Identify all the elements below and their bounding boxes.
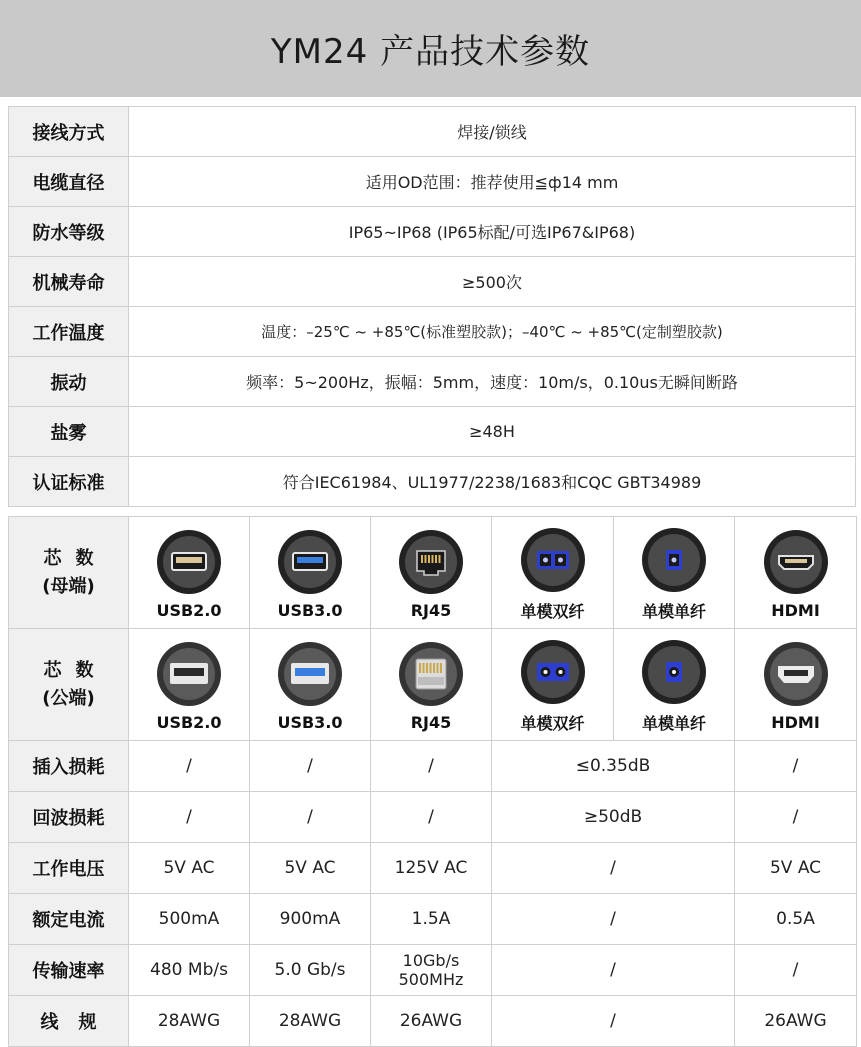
cell: / — [371, 792, 492, 843]
cell: / — [371, 741, 492, 792]
spec-label: 接线方式 — [9, 107, 129, 157]
row-label: 工作电压 — [9, 843, 129, 894]
cell: 480 Mb/s — [129, 945, 250, 996]
connector-cell — [614, 517, 735, 629]
cell: 0.5A — [735, 894, 857, 945]
current-row — [9, 894, 857, 945]
spec-label: 电缆直径 — [9, 157, 129, 207]
rj45-icon — [398, 641, 464, 707]
connector-name: HDMI — [771, 713, 820, 732]
connector-name: 单模双纤 — [520, 714, 585, 733]
spec-value: IP65~IP68 (IP65标配/可选IP67&IP68) — [129, 207, 856, 257]
connector-cell — [371, 517, 492, 629]
spec-label: 盐雾 — [9, 407, 129, 457]
connector-cell — [129, 517, 250, 629]
cell: ≤0.35dB — [492, 741, 735, 792]
connector-name: HDMI — [771, 601, 820, 620]
female-connector-row — [9, 517, 857, 629]
usb3-icon — [277, 529, 343, 595]
cell: 26AWG — [735, 996, 857, 1047]
connector-cell — [492, 629, 614, 741]
duplex-fiber-icon — [520, 639, 586, 705]
spec-value: ≥48H — [129, 407, 856, 457]
spec-label: 振动 — [9, 357, 129, 407]
connector-name: RJ45 — [410, 713, 452, 732]
cell: 5V AC — [250, 843, 371, 894]
cell: 1.5A — [371, 894, 492, 945]
cell: 500mA — [129, 894, 250, 945]
connector-cell — [492, 517, 614, 629]
connector-cell — [250, 517, 371, 629]
cell: / — [492, 843, 735, 894]
cell: / — [492, 996, 735, 1047]
connector-spec-table — [8, 516, 857, 1047]
connector-cell — [250, 629, 371, 741]
spec-row — [9, 407, 856, 457]
connector-name: USB2.0 — [156, 713, 222, 732]
spec-label: 防水等级 — [9, 207, 129, 257]
connector-cell — [735, 517, 857, 629]
cell: 26AWG — [371, 996, 492, 1047]
spec-value: 符合IEC61984、UL1977/2238/1683和CQC GBT34989 — [129, 457, 856, 507]
spec-row — [9, 207, 856, 257]
connector-cell — [371, 629, 492, 741]
spec-label: 工作温度 — [9, 307, 129, 357]
return-loss-row — [9, 792, 857, 843]
duplex-fiber-icon — [520, 527, 586, 593]
row-label: 额定电流 — [9, 894, 129, 945]
cell: / — [735, 741, 857, 792]
rj45-icon — [398, 529, 464, 595]
cell: ≥50dB — [492, 792, 735, 843]
spec-row — [9, 457, 856, 507]
connector-cell — [614, 629, 735, 741]
usb3-icon — [277, 641, 343, 707]
hdmi-icon — [763, 529, 829, 595]
page-title: YM24 产品技术参数 — [270, 32, 591, 72]
spec-label: 认证标准 — [9, 457, 129, 507]
gauge-row — [9, 996, 857, 1047]
spec-value: 适用OD范围：推荐使用≦ф14 mm — [129, 157, 856, 207]
connector-cell — [735, 629, 857, 741]
spec-label: 机械寿命 — [9, 257, 129, 307]
connector-name: 单模单纤 — [641, 602, 706, 621]
spec-value: 温度：–25℃ ~ +85℃(标准塑胶款)；–40℃ ~ +85℃(定制塑胶款) — [129, 307, 856, 357]
title-bar — [0, 0, 861, 97]
spec-value: 焊接/锁线 — [129, 107, 856, 157]
connector-cell — [129, 629, 250, 741]
cell: / — [492, 945, 735, 996]
spec-row — [9, 257, 856, 307]
cell: 10Gb/s 500MHz — [371, 945, 492, 996]
connector-name: USB3.0 — [277, 713, 343, 732]
usb-icon — [156, 529, 222, 595]
male-connector-row — [9, 629, 857, 741]
cell: / — [250, 792, 371, 843]
connector-name: RJ45 — [410, 601, 452, 620]
cell: 28AWG — [129, 996, 250, 1047]
connector-name: USB2.0 — [156, 601, 222, 620]
cell: / — [492, 894, 735, 945]
spec-row — [9, 357, 856, 407]
connector-name: 单模双纤 — [520, 602, 585, 621]
simplex-fiber-icon — [641, 639, 707, 705]
row-label: 回波损耗 — [9, 792, 129, 843]
spec-row — [9, 107, 856, 157]
male-label: 芯数 (公端) — [9, 629, 129, 741]
cell: 5V AC — [735, 843, 857, 894]
row-label: 传输速率 — [9, 945, 129, 996]
general-spec-table — [8, 106, 856, 507]
cell: 28AWG — [250, 996, 371, 1047]
spec-value: ≥500次 — [129, 257, 856, 307]
cell: / — [129, 792, 250, 843]
cell: / — [129, 741, 250, 792]
row-label: 插入损耗 — [9, 741, 129, 792]
usb-icon — [156, 641, 222, 707]
spec-row — [9, 157, 856, 207]
voltage-row — [9, 843, 857, 894]
cell: 125V AC — [371, 843, 492, 894]
spec-value: 频率：5~200Hz，振幅：5mm，速度：10m/s，0.10us无瞬间断路 — [129, 357, 856, 407]
cell: 5V AC — [129, 843, 250, 894]
spec-row — [9, 307, 856, 357]
speed-row — [9, 945, 857, 996]
insertion-loss-row — [9, 741, 857, 792]
cell: / — [250, 741, 371, 792]
row-label: 线规 — [9, 996, 129, 1047]
hdmi-icon — [763, 641, 829, 707]
connector-name: USB3.0 — [277, 601, 343, 620]
cell: 900mA — [250, 894, 371, 945]
cell: 5.0 Gb/s — [250, 945, 371, 996]
simplex-fiber-icon — [641, 527, 707, 593]
cell: / — [735, 792, 857, 843]
female-label: 芯数 (母端) — [9, 517, 129, 629]
connector-name: 单模单纤 — [641, 714, 706, 733]
cell: / — [735, 945, 857, 996]
